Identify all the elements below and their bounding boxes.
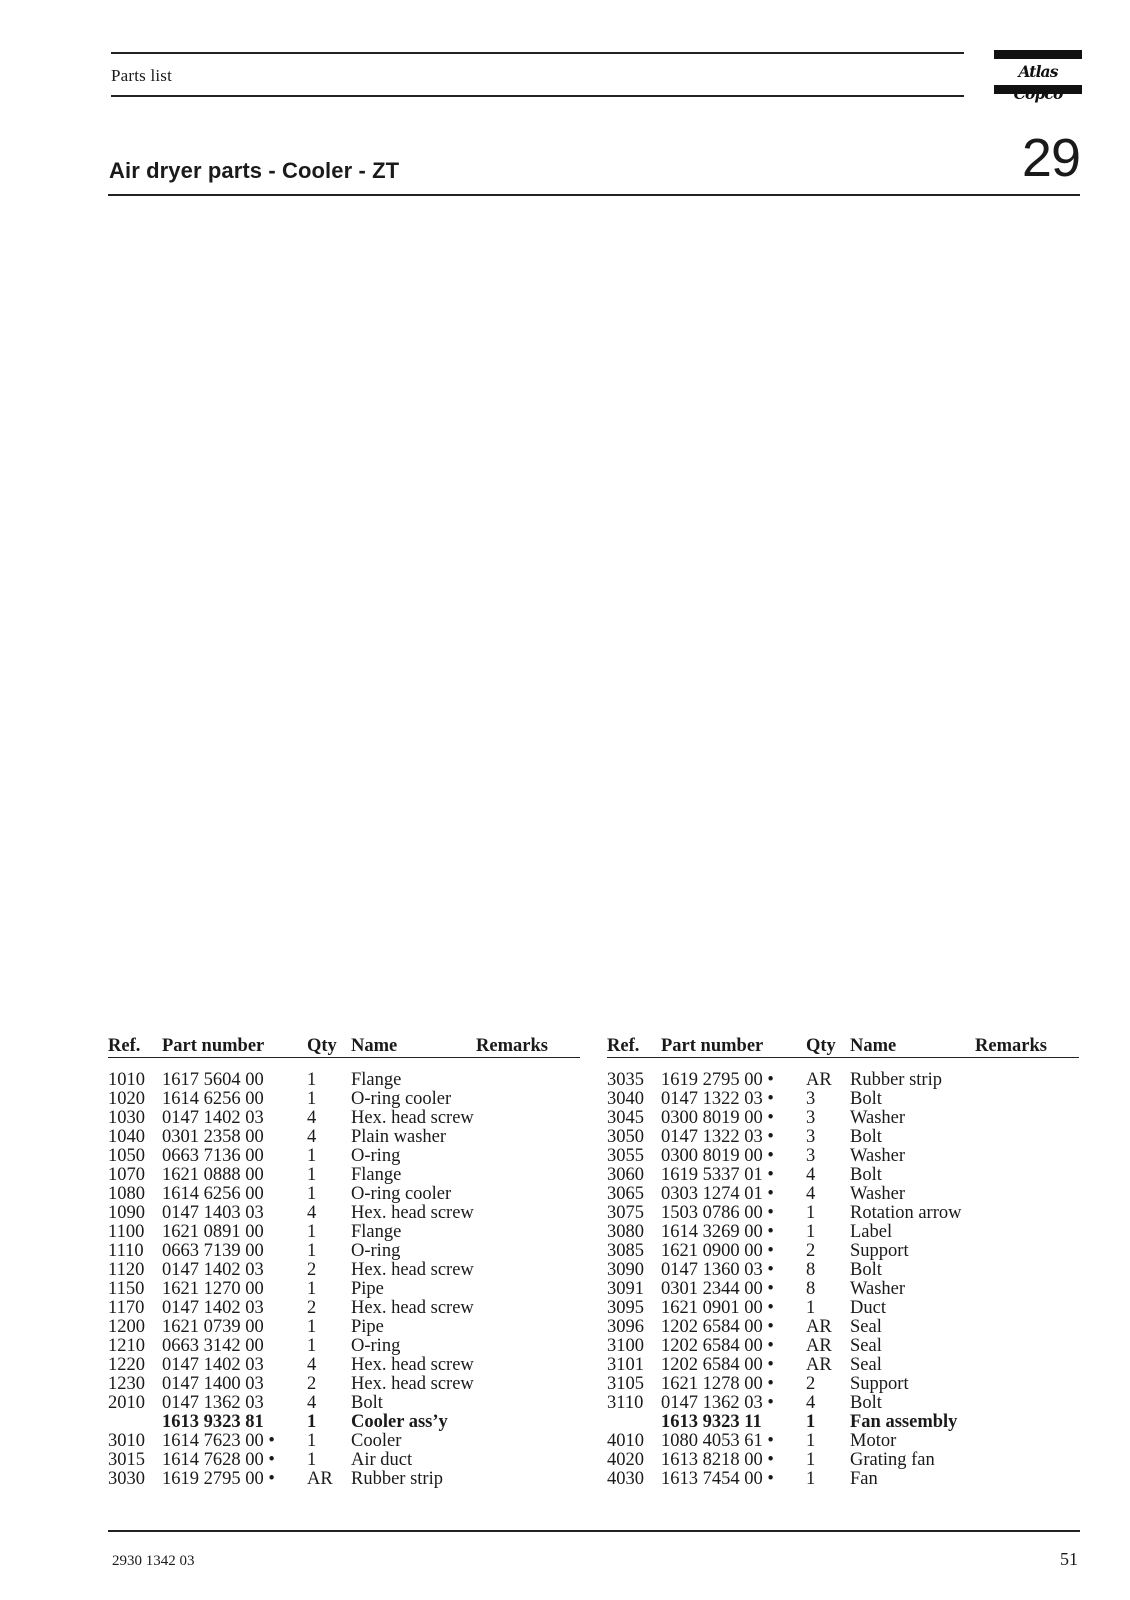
qty-cell: 4	[806, 1185, 816, 1204]
logo-top-bar	[994, 50, 1082, 59]
part-number-cell: 0147 1362 03	[162, 1394, 264, 1413]
table-row	[108, 1413, 580, 1432]
part-number-cell: 1503 0786 00 •	[661, 1204, 774, 1223]
col-ref-header: Ref.	[607, 1035, 661, 1058]
part-number-cell: 0147 1402 03	[162, 1356, 264, 1375]
name-cell: Flange	[351, 1223, 402, 1242]
part-number-cell: 1202 6584 00 •	[661, 1356, 774, 1375]
table-row	[607, 1204, 1079, 1223]
part-number-cell: 1080 4053 61 •	[661, 1432, 774, 1451]
qty-cell: 2	[307, 1299, 317, 1318]
table-row	[607, 1470, 1079, 1489]
table-row	[108, 1280, 580, 1299]
ref-cell: 1150	[108, 1280, 145, 1299]
remarks-cell	[975, 1470, 1079, 1489]
part-number-cell: 1617 5604 00	[162, 1071, 264, 1090]
qty-cell: 1	[307, 1318, 317, 1337]
remarks-cell	[476, 1166, 580, 1185]
table-row	[607, 1071, 1079, 1090]
remarks-cell	[975, 1299, 1079, 1318]
name-cell: Motor	[850, 1432, 897, 1451]
table-row	[108, 1147, 580, 1166]
table-row	[108, 1318, 580, 1337]
ref-cell: 1110	[108, 1242, 144, 1261]
ref-cell: 3101	[607, 1356, 644, 1375]
table-row	[607, 1280, 1079, 1299]
qty-cell: 2	[806, 1375, 816, 1394]
part-number-cell: 1613 9323 81	[162, 1413, 264, 1432]
col-ref-header: Ref.	[108, 1035, 162, 1058]
name-cell: Hex. head screw	[351, 1109, 474, 1128]
footer-rule	[108, 1530, 1080, 1532]
remarks-cell	[975, 1261, 1079, 1280]
qty-cell: 4	[307, 1356, 317, 1375]
table-row	[108, 1299, 580, 1318]
remarks-cell	[975, 1337, 1079, 1356]
remarks-cell	[476, 1242, 580, 1261]
qty-cell: 1	[307, 1223, 317, 1242]
qty-cell: 1	[806, 1204, 816, 1223]
remarks-cell	[476, 1109, 580, 1128]
name-cell: Washer	[850, 1147, 906, 1166]
remarks-cell	[476, 1128, 580, 1147]
part-number-cell: 0147 1402 03	[162, 1109, 264, 1128]
name-cell: Rubber strip	[351, 1470, 443, 1489]
name-cell: Support	[850, 1242, 909, 1261]
remarks-cell	[975, 1071, 1079, 1090]
remarks-cell	[476, 1451, 580, 1470]
section-number: 29	[1021, 128, 1080, 188]
name-cell: Plain washer	[351, 1128, 447, 1147]
qty-cell: 1	[806, 1299, 816, 1318]
qty-cell: 1	[806, 1470, 816, 1489]
qty-cell: 1	[307, 1280, 317, 1299]
ref-cell: 3060	[607, 1166, 644, 1185]
part-number-cell: 0663 7136 00	[162, 1147, 264, 1166]
ref-cell: 3100	[607, 1337, 644, 1356]
qty-cell: 3	[806, 1090, 816, 1109]
qty-cell: 1	[806, 1413, 816, 1432]
part-number-cell: 1621 1278 00 •	[661, 1375, 774, 1394]
remarks-cell	[476, 1223, 580, 1242]
part-number-cell: 0663 7139 00	[162, 1242, 264, 1261]
table-header-row	[607, 1035, 1079, 1058]
name-cell: O-ring cooler	[351, 1090, 452, 1109]
part-number-cell: 0147 1403 03	[162, 1204, 264, 1223]
table-row	[108, 1451, 580, 1470]
qty-cell: 4	[307, 1204, 317, 1223]
remarks-cell	[476, 1356, 580, 1375]
header-label: Parts list	[111, 66, 173, 85]
ref-cell: 1030	[108, 1109, 145, 1128]
part-number-cell: 1621 0888 00	[162, 1166, 264, 1185]
part-number-cell: 1613 8218 00 •	[661, 1451, 774, 1470]
part-number-cell: 0300 8019 00 •	[661, 1109, 774, 1128]
name-cell: Seal	[850, 1356, 882, 1375]
table-row	[108, 1261, 580, 1280]
ref-cell: 3050	[607, 1128, 644, 1147]
qty-cell: 1	[307, 1432, 317, 1451]
table-row	[108, 1166, 580, 1185]
name-cell: Seal	[850, 1337, 882, 1356]
part-number-cell: 1614 7628 00 •	[162, 1451, 275, 1470]
remarks-cell	[476, 1185, 580, 1204]
remarks-cell	[975, 1166, 1079, 1185]
table-row	[607, 1147, 1079, 1166]
name-cell: Fan assembly	[850, 1413, 958, 1432]
col-remarks-header: Remarks	[975, 1035, 1079, 1058]
qty-cell: 4	[307, 1394, 317, 1413]
part-number-cell: 1621 0901 00 •	[661, 1299, 774, 1318]
part-number-cell: 0147 1402 03	[162, 1299, 264, 1318]
remarks-cell	[476, 1261, 580, 1280]
part-number-cell: 0301 2344 00 •	[661, 1280, 774, 1299]
parts-rows-right	[607, 1058, 1079, 1490]
section-title: Air dryer parts - Cooler - ZT	[109, 158, 400, 183]
remarks-cell	[476, 1432, 580, 1451]
ref-cell: 3075	[607, 1204, 644, 1223]
ref-cell: 3080	[607, 1223, 644, 1242]
ref-cell: 1050	[108, 1147, 145, 1166]
col-remarks-header: Remarks	[476, 1035, 580, 1058]
table-row	[607, 1375, 1079, 1394]
remarks-cell	[975, 1318, 1079, 1337]
ref-cell: 1220	[108, 1356, 145, 1375]
name-cell: Label	[850, 1223, 893, 1242]
part-number-cell: 0147 1362 03 •	[661, 1394, 774, 1413]
remarks-cell	[975, 1242, 1079, 1261]
parts-table-left	[108, 1035, 580, 1489]
table-row	[108, 1109, 580, 1128]
table-row	[108, 1394, 580, 1413]
name-cell: Washer	[850, 1109, 906, 1128]
name-cell: Pipe	[351, 1318, 384, 1337]
ref-cell: 1020	[108, 1090, 145, 1109]
table-row	[607, 1432, 1079, 1451]
ref-cell: 4030	[607, 1470, 644, 1489]
table-row	[108, 1090, 580, 1109]
name-cell: Hex. head screw	[351, 1356, 474, 1375]
name-cell: Flange	[351, 1166, 402, 1185]
table-row	[108, 1470, 580, 1489]
name-cell: Hex. head screw	[351, 1299, 474, 1318]
name-cell: Pipe	[351, 1280, 384, 1299]
qty-cell: 1	[307, 1090, 317, 1109]
part-number-cell: 1621 0900 00 •	[661, 1242, 774, 1261]
qty-cell: 8	[806, 1280, 816, 1299]
qty-cell: 3	[806, 1147, 816, 1166]
remarks-cell	[975, 1128, 1079, 1147]
name-cell: Duct	[850, 1299, 886, 1318]
ref-cell: 3105	[607, 1375, 644, 1394]
table-header-row	[108, 1035, 580, 1058]
name-cell: Washer	[850, 1280, 906, 1299]
header-top-rule	[111, 52, 964, 54]
name-cell: O-ring	[351, 1242, 401, 1261]
part-number-cell: 1613 9323 11	[661, 1413, 762, 1432]
ref-cell: 1040	[108, 1128, 145, 1147]
table-row	[108, 1242, 580, 1261]
col-qty-header: Qty	[806, 1035, 850, 1058]
remarks-cell	[975, 1109, 1079, 1128]
atlas-copco-logo	[994, 50, 1082, 94]
name-cell: Bolt	[850, 1128, 882, 1147]
remarks-cell	[476, 1318, 580, 1337]
table-row	[108, 1071, 580, 1090]
remarks-cell	[975, 1375, 1079, 1394]
table-row	[108, 1204, 580, 1223]
ref-cell: 1170	[108, 1299, 145, 1318]
part-number-cell: 0147 1322 03 •	[661, 1128, 774, 1147]
qty-cell: 1	[307, 1451, 317, 1470]
remarks-cell	[975, 1413, 1079, 1432]
qty-cell: 1	[307, 1071, 317, 1090]
qty-cell: 1	[806, 1432, 816, 1451]
table-row	[108, 1223, 580, 1242]
remarks-cell	[476, 1147, 580, 1166]
part-number-cell: 1621 1270 00	[162, 1280, 264, 1299]
ref-cell: 3095	[607, 1299, 644, 1318]
remarks-cell	[476, 1413, 580, 1432]
remarks-cell	[975, 1432, 1079, 1451]
part-number-cell: 1614 7623 00 •	[162, 1432, 275, 1451]
col-part-number-header: Part number	[661, 1035, 806, 1058]
name-cell: O-ring	[351, 1147, 401, 1166]
name-cell: Washer	[850, 1185, 906, 1204]
remarks-cell	[975, 1090, 1079, 1109]
remarks-cell	[476, 1375, 580, 1394]
part-number-cell: 0147 1322 03 •	[661, 1090, 774, 1109]
remarks-cell	[975, 1280, 1079, 1299]
name-cell: Fan	[850, 1470, 878, 1489]
ref-cell: 1120	[108, 1261, 145, 1280]
qty-cell: 1	[307, 1242, 317, 1261]
ref-cell: 1090	[108, 1204, 145, 1223]
table-row	[607, 1318, 1079, 1337]
table-row	[108, 1337, 580, 1356]
name-cell: Flange	[351, 1071, 402, 1090]
qty-cell: 2	[307, 1261, 317, 1280]
remarks-cell	[476, 1204, 580, 1223]
part-number-cell: 0301 2358 00	[162, 1128, 264, 1147]
ref-cell: 1200	[108, 1318, 145, 1337]
qty-cell: 4	[806, 1394, 816, 1413]
name-cell: Bolt	[850, 1261, 882, 1280]
qty-cell: 1	[307, 1337, 317, 1356]
ref-cell: 3085	[607, 1242, 644, 1261]
part-number-cell: 0303 1274 01 •	[661, 1185, 774, 1204]
qty-cell: 3	[806, 1128, 816, 1147]
name-cell: O-ring cooler	[351, 1185, 452, 1204]
ref-cell: 2010	[108, 1394, 145, 1413]
remarks-cell	[975, 1451, 1079, 1470]
col-qty-header: Qty	[307, 1035, 351, 1058]
qty-cell: 4	[307, 1128, 317, 1147]
table-row	[108, 1356, 580, 1375]
ref-cell: 3091	[607, 1280, 644, 1299]
part-number-cell: 0300 8019 00 •	[661, 1147, 774, 1166]
qty-cell: 2	[307, 1375, 317, 1394]
ref-cell: 1230	[108, 1375, 145, 1394]
part-number-cell: 0663 3142 00	[162, 1337, 264, 1356]
ref-cell: 3065	[607, 1185, 644, 1204]
table-row	[607, 1109, 1079, 1128]
qty-cell: 8	[806, 1261, 816, 1280]
table-row	[607, 1261, 1079, 1280]
part-number-cell: 1614 3269 00 •	[661, 1223, 774, 1242]
part-number-cell: 1202 6584 00 •	[661, 1337, 774, 1356]
qty-cell: 4	[307, 1109, 317, 1128]
table-row	[607, 1299, 1079, 1318]
part-number-cell: 1613 7454 00 •	[661, 1470, 774, 1489]
remarks-cell	[975, 1394, 1079, 1413]
qty-cell: 4	[806, 1166, 816, 1185]
footer-page-number: 51	[1060, 1549, 1078, 1569]
logo-text: Atlas	[1018, 62, 1058, 81]
qty-cell: 1	[307, 1413, 317, 1432]
table-row	[607, 1451, 1079, 1470]
qty-cell: AR	[806, 1318, 832, 1337]
name-cell: Bolt	[850, 1166, 882, 1185]
part-number-cell: 1202 6584 00 •	[661, 1318, 774, 1337]
qty-cell: AR	[806, 1337, 832, 1356]
remarks-cell	[476, 1090, 580, 1109]
col-part-number-header: Part number	[162, 1035, 307, 1058]
ref-cell: 3055	[607, 1147, 644, 1166]
qty-cell: 1	[307, 1185, 317, 1204]
table-row	[607, 1090, 1079, 1109]
name-cell: Hex. head screw	[351, 1204, 474, 1223]
name-cell: Bolt	[850, 1394, 882, 1413]
section-title-rule	[108, 194, 1080, 196]
ref-cell: 1080	[108, 1185, 145, 1204]
qty-cell: 1	[307, 1166, 317, 1185]
part-number-cell: 1614 6256 00	[162, 1185, 264, 1204]
part-number-cell: 1619 2795 00 •	[162, 1470, 275, 1489]
remarks-cell	[476, 1394, 580, 1413]
table-row	[108, 1128, 580, 1147]
footer-doc-number: 2930 1342 03	[112, 1553, 195, 1569]
name-cell: Hex. head screw	[351, 1261, 474, 1280]
parts-table-right	[607, 1035, 1079, 1489]
ref-cell: 3010	[108, 1432, 145, 1451]
ref-cell	[108, 1413, 162, 1432]
table-row	[607, 1242, 1079, 1261]
table-row	[607, 1166, 1079, 1185]
qty-cell: 3	[806, 1109, 816, 1128]
ref-cell: 3045	[607, 1109, 644, 1128]
name-cell: Bolt	[351, 1394, 383, 1413]
ref-cell: 1100	[108, 1223, 145, 1242]
ref-cell: 4020	[607, 1451, 644, 1470]
name-cell: Bolt	[850, 1090, 882, 1109]
ref-cell: 3035	[607, 1071, 644, 1090]
remarks-cell	[975, 1185, 1079, 1204]
part-number-cell: 0147 1402 03	[162, 1261, 264, 1280]
name-cell: Rubber strip	[850, 1071, 942, 1090]
remarks-cell	[476, 1299, 580, 1318]
part-number-cell: 1619 5337 01 •	[661, 1166, 774, 1185]
qty-cell: AR	[307, 1470, 333, 1489]
table-row	[607, 1128, 1079, 1147]
qty-cell: 2	[806, 1242, 816, 1261]
part-number-cell: 1621 0739 00	[162, 1318, 264, 1337]
name-cell: O-ring	[351, 1337, 401, 1356]
name-cell: Hex. head screw	[351, 1375, 474, 1394]
part-number-cell: 0147 1400 03	[162, 1375, 264, 1394]
part-number-cell: 1619 2795 00 •	[661, 1071, 774, 1090]
ref-cell: 3110	[607, 1394, 644, 1413]
remarks-cell	[975, 1147, 1079, 1166]
header-bottom-rule	[111, 95, 964, 97]
qty-cell: 1	[307, 1147, 317, 1166]
remarks-cell	[476, 1280, 580, 1299]
col-name-header: Name	[850, 1035, 975, 1058]
parts-rows-left	[108, 1058, 580, 1490]
remarks-cell	[975, 1356, 1079, 1375]
ref-cell: 3096	[607, 1318, 644, 1337]
remarks-cell	[975, 1223, 1079, 1242]
table-row	[607, 1185, 1079, 1204]
part-number-cell: 1621 0891 00	[162, 1223, 264, 1242]
name-cell: Air duct	[351, 1451, 413, 1470]
table-row	[108, 1432, 580, 1451]
remarks-cell	[476, 1071, 580, 1090]
table-row	[607, 1413, 1079, 1432]
name-cell: Rotation arrow	[850, 1204, 962, 1223]
table-row	[607, 1356, 1079, 1375]
name-cell: Cooler	[351, 1432, 402, 1451]
remarks-cell	[975, 1204, 1079, 1223]
ref-cell	[607, 1413, 661, 1432]
qty-cell: 1	[806, 1451, 816, 1470]
table-row	[607, 1337, 1079, 1356]
qty-cell: 1	[806, 1223, 816, 1242]
ref-cell: 3030	[108, 1470, 145, 1489]
part-number-cell: 1614 6256 00	[162, 1090, 264, 1109]
qty-cell: AR	[806, 1356, 832, 1375]
name-cell: Seal	[850, 1318, 882, 1337]
logo-bottom-bar	[994, 85, 1082, 94]
ref-cell: 1070	[108, 1166, 145, 1185]
ref-cell: 4010	[607, 1432, 644, 1451]
part-number-cell: 0147 1360 03 •	[661, 1261, 774, 1280]
name-cell: Grating fan	[850, 1451, 935, 1470]
table-row	[607, 1223, 1079, 1242]
ref-cell: 1010	[108, 1071, 145, 1090]
table-row	[108, 1375, 580, 1394]
ref-cell: 3015	[108, 1451, 145, 1470]
name-cell: Cooler ass’y	[351, 1413, 448, 1432]
table-row	[108, 1185, 580, 1204]
ref-cell: 3090	[607, 1261, 644, 1280]
qty-cell: AR	[806, 1071, 832, 1090]
remarks-cell	[476, 1337, 580, 1356]
ref-cell: 1210	[108, 1337, 145, 1356]
ref-cell: 3040	[607, 1090, 644, 1109]
col-name-header: Name	[351, 1035, 476, 1058]
table-row	[607, 1394, 1079, 1413]
remarks-cell	[476, 1470, 580, 1489]
name-cell: Support	[850, 1375, 909, 1394]
